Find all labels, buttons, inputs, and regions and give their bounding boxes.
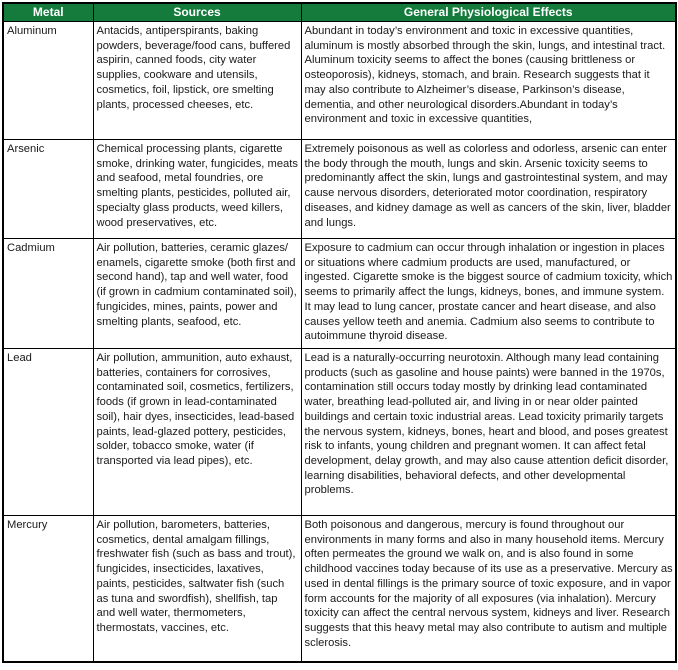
metal-sources: Air pollution, ammunition, auto exhaust, batteries, containers for corrosives, contaminated soil, cosmetics, fertilizers, foods (if grown in lead-contaminated soil), hair dyes, insecticides, lead-based paints, lead-glazed pottery, pesticides, solder, tobacco smoke, water (if transported via lead pipes), etc. xyxy=(93,349,301,516)
metal-name: Arsenic xyxy=(3,140,93,239)
metal-sources: Air pollution, batteries, ceramic glazes/ enamels, cigarette smoke (both first and second hand), tap and well water, food (if grown in cadmium contaminated soil), fungicides, mines, paints, power and smelting plants, seafood, etc. xyxy=(93,239,301,349)
table-row-mercury xyxy=(3,516,676,662)
column-header-sources: Sources xyxy=(93,3,301,22)
metal-effects: Exposure to cadmium can occur through inhalation or ingestion in places or situations where cadmium products are used, manufactured, or ingested. Cigarette smoke is the biggest source of cadmium toxicity, which seems to primarily affect the lungs, kidneys, bones, and immune system. It may lead to lung cancer, prostate cancer and heart disease, and also causes yellow teeth and anemia. Cadmium also seems to contribute to autoimmune thyroid disease. xyxy=(301,239,676,349)
table-row-cadmium xyxy=(3,239,676,349)
metal-name: Cadmium xyxy=(3,239,93,349)
table-row-arsenic xyxy=(3,140,676,239)
metal-effects: Abundant in today’s environment and toxic in excessive quantities, aluminum is mostly absorbed through the skin, lungs, and intestinal tract. Aluminum toxicity seems to affect the bones (causing brittleness or osteoporosis), kidneys, stomach, and brain. Research suggests that it may also contribute to Alzheimer’s disease, Parkinson’s disease, dementia, and other neurological disorders.Abundant in today’s environment and toxic in excessive quantities, xyxy=(301,22,676,140)
metal-sources: Chemical processing plants, cigarette smoke, drinking water, fungicides, meats and seafood, metal foundries, ore smelting plants, pesticides, polluted air, specialty glass products, weed killers, wood preservatives, etc. xyxy=(93,140,301,239)
metal-name: Lead xyxy=(3,349,93,516)
metal-effects: Lead is a naturally-occurring neurotoxin. Although many lead containing products (such as gasoline and house paints) were banned in the 1970s, contamination still occurs today mostly by drinking lead contaminated water, breathing lead-polluted air, and living in or near older painted buildings and certain toxic industrial areas. Lead toxicity primarily targets the nervous system, kidneys, bones, heart and blood, and poses greatest risk to infants, young children and pregnant women. It can affect fetal development, delay growth, and may also cause attention deficit disorder, learning disabilities, behavioral defects, and other developmental problems. xyxy=(301,349,676,516)
metal-effects: Extremely poisonous as well as colorless and odorless, arsenic can enter the body through the mouth, lungs and skin. Arsenic toxicity seems to predominantly affect the skin, lungs and gastrointestinal system, and may cause nervous disorders, deteriorated motor coordination, respiratory diseases, and kidney damage as well as cancers of the skin, liver, bladder and lungs. xyxy=(301,140,676,239)
header-row xyxy=(3,3,676,22)
heavy-metals-table xyxy=(2,2,677,663)
column-header-effects: General Physiological Effects xyxy=(301,3,676,22)
metal-effects: Both poisonous and dangerous, mercury is found throughout our environments in many forms and also in many household items. Mercury often permeates the ground we walk on, and is also found in some childhood vaccines today because of its use as a preservative. Mercury as used in dental fillings is the primary source of toxic exposure, and in vapor form accounts for the majority of all exposures (via inhalation). Mercury toxicity can affect the central nervous system, kidneys and liver. Research suggests that this heavy metal may also contribute to autism and multiple sclerosis. xyxy=(301,516,676,662)
metal-sources: Air pollution, barometers, batteries, cosmetics, dental amalgam fillings, freshwater fish (such as bass and trout), fungicides, insecticides, laxatives, paints, pesticides, saltwater fish (such as tuna and swordfish), shellfish, tap and well water, thermometers, thermostats, vaccines, etc. xyxy=(93,516,301,662)
table-row-lead xyxy=(3,349,676,516)
table-row-aluminum xyxy=(3,22,676,140)
metal-name: Mercury xyxy=(3,516,93,662)
column-header-metal: Metal xyxy=(3,3,93,22)
table-header xyxy=(3,3,676,22)
metal-name: Aluminum xyxy=(3,22,93,140)
metal-sources: Antacids, antiperspirants, baking powders, beverage/food cans, buffered aspirin, canned foods, city water supplies, cookware and utensils, cosmetics, foil, lipstick, ore smelting plants, processed cheeses, etc. xyxy=(93,22,301,140)
